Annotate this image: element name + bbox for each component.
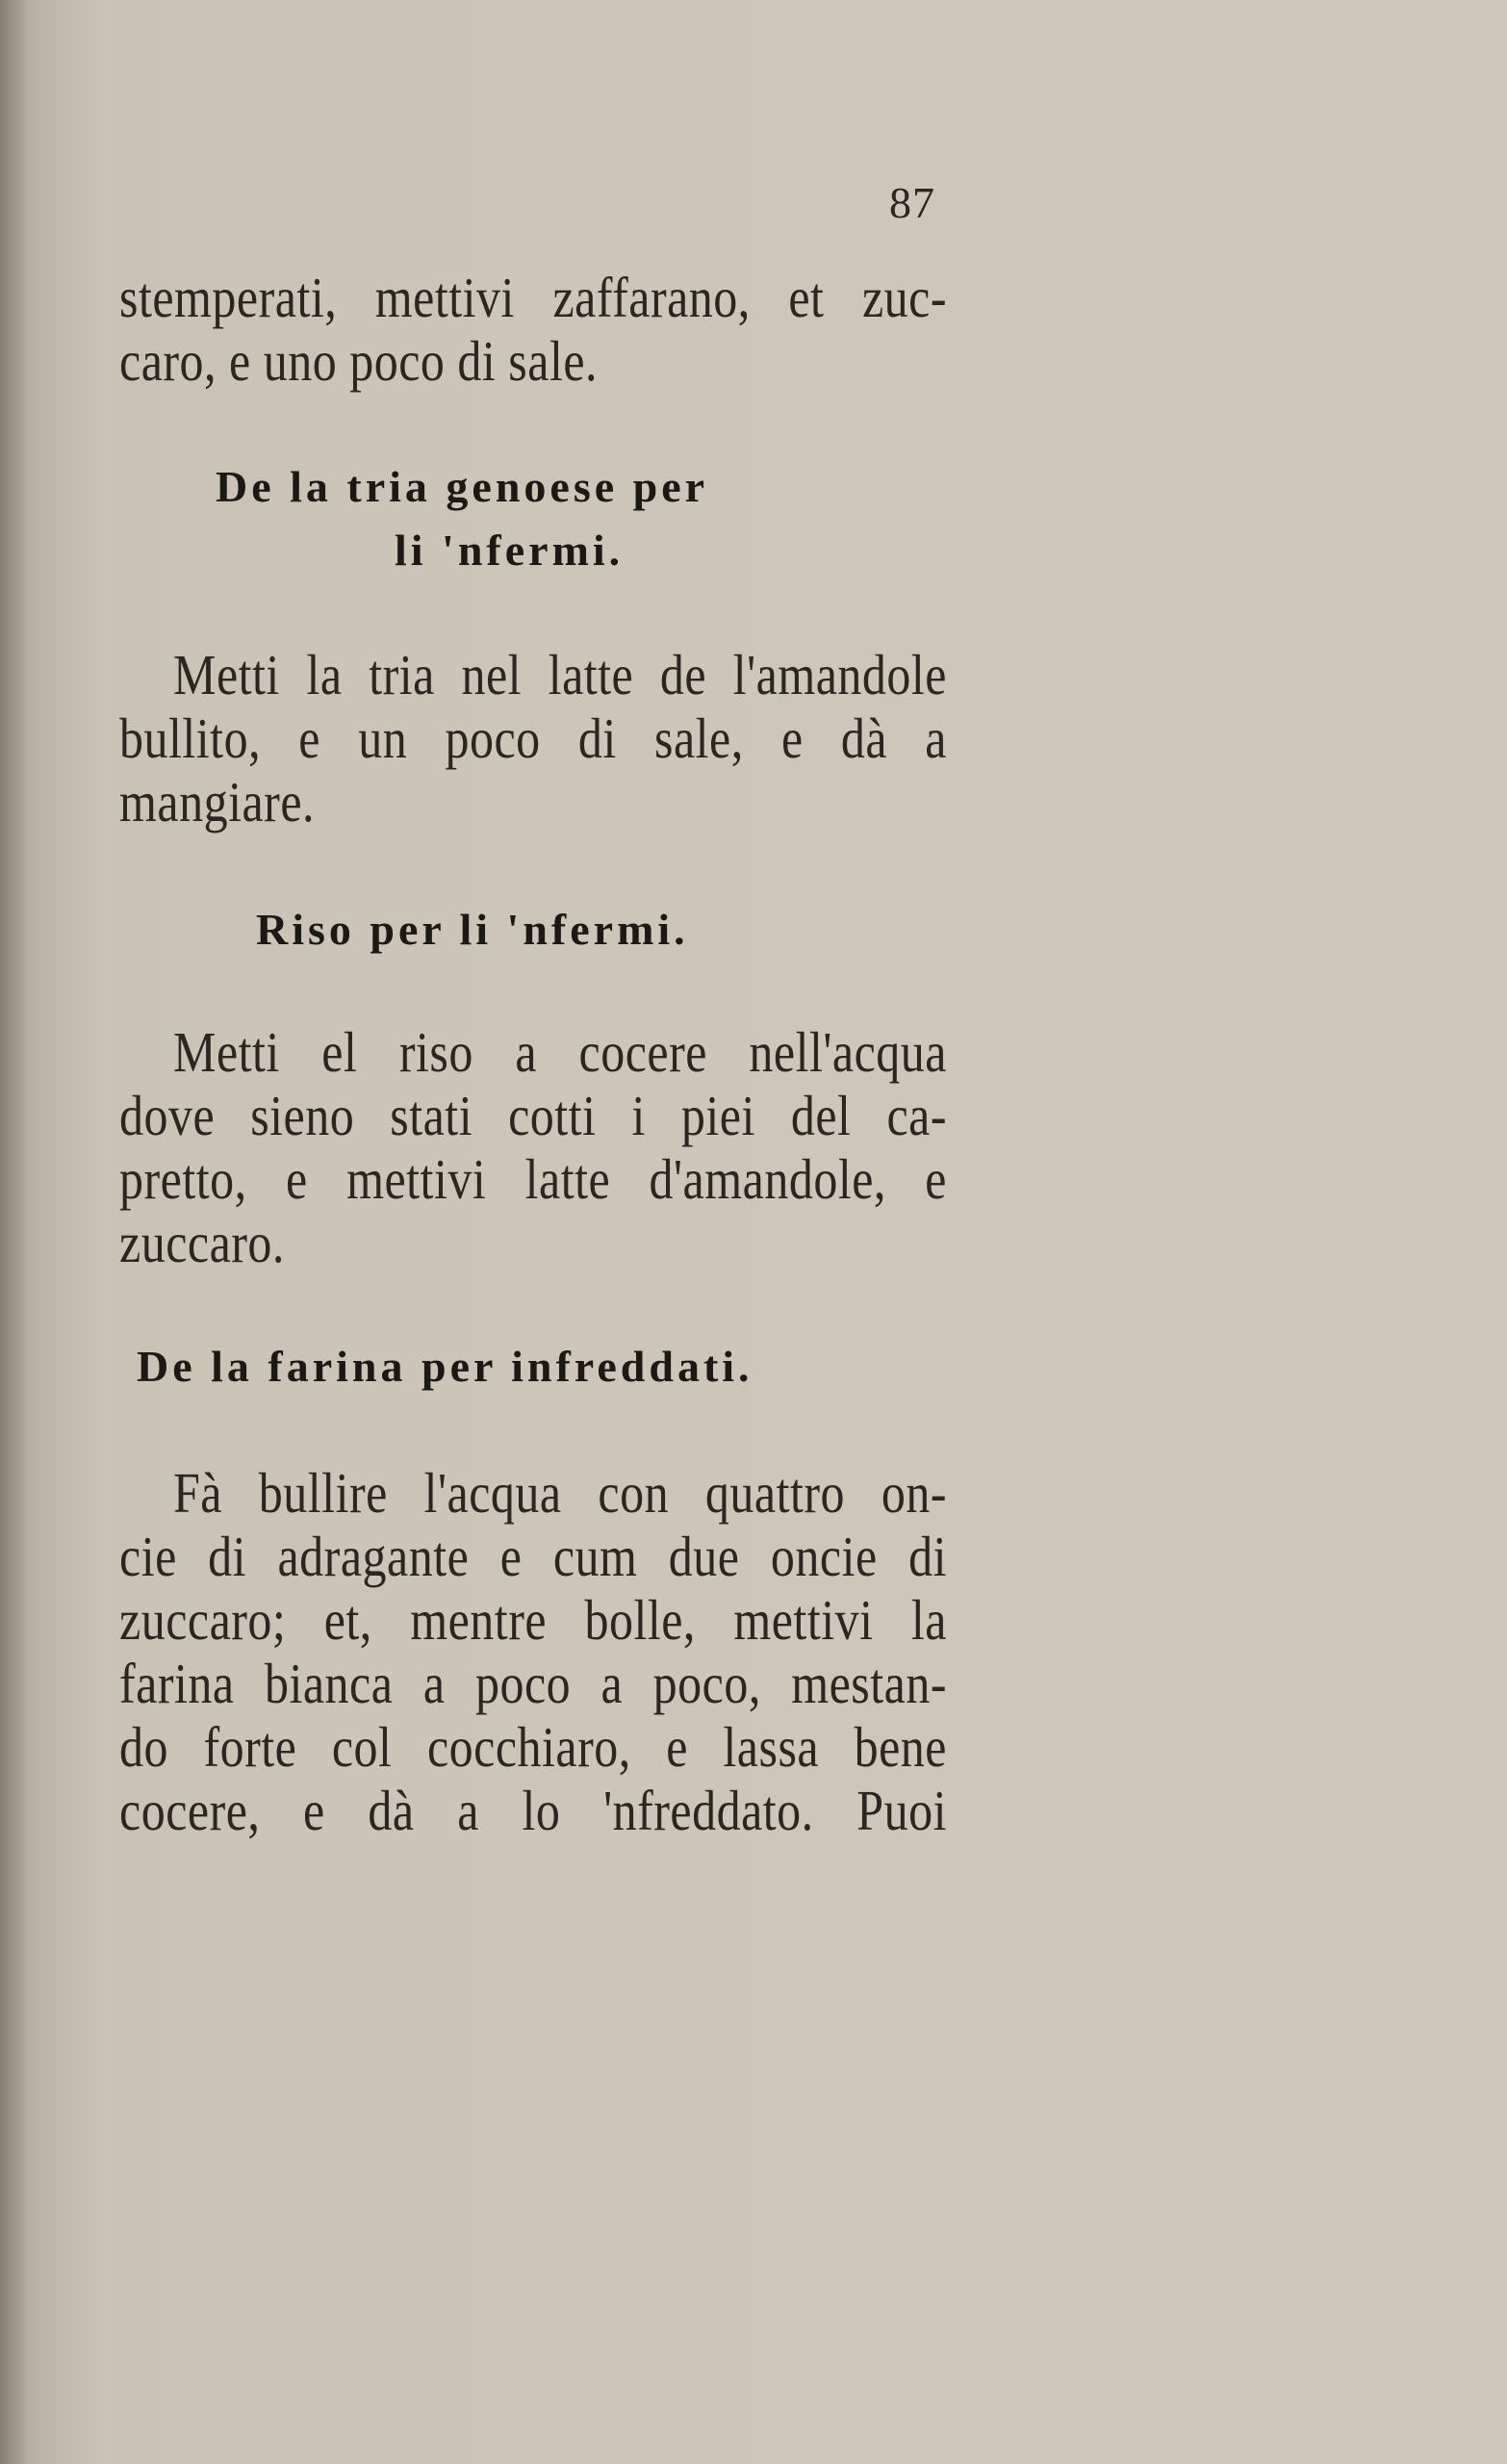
heading-tria-genoese-line-2: li 'nfermi. <box>395 526 625 575</box>
paragraph-4-line-2: cie di adragante e cum due oncie di <box>119 1524 947 1588</box>
paragraph-2-line-3: mangiare. <box>119 769 316 834</box>
paragraph-1-line-1: stemperati, mettivi zaffarano, et zuc- <box>119 265 947 329</box>
paragraph-1-line-2: caro, e uno poco di sale. <box>119 328 599 393</box>
paragraph-3-line-1: Metti el riso a cocere nell'acqua <box>173 1019 947 1084</box>
heading-farina-per-infreddati: De la farina per infreddati. <box>137 1342 754 1391</box>
paragraph-2-line-2: bullito, e un poco di sale, e dà a <box>119 706 947 770</box>
spine-shadow <box>0 0 29 2464</box>
paragraph-4-line-5: do forte col cocchiaro, e lassa bene <box>119 1714 947 1779</box>
paragraph-4-line-4: farina bianca a poco a poco, mestan- <box>119 1651 947 1715</box>
heading-riso-per-infermi: Riso per li 'nfermi. <box>256 905 689 954</box>
heading-tria-genoese-line-1: De la tria genoese per <box>216 462 709 511</box>
page-number: 87 <box>889 178 935 227</box>
paragraph-4-line-3: zuccaro; et, mentre bolle, mettivi la <box>119 1587 947 1652</box>
paragraph-4-line-1: Fà bullire l'acqua con quattro on- <box>173 1460 947 1525</box>
paragraph-4-line-6: cocere, e dà a lo 'nfreddato. Puoi <box>119 1778 947 1842</box>
paragraph-3-line-2: dove sieno stati cotti i piei del ca- <box>119 1083 947 1147</box>
paragraph-3-line-3: pretto, e mettivi latte d'amandole, e <box>119 1146 947 1211</box>
paragraph-2-line-1: Metti la tria nel latte de l'amandole <box>173 642 947 706</box>
paragraph-3-line-4: zuccaro. <box>119 1210 285 1274</box>
